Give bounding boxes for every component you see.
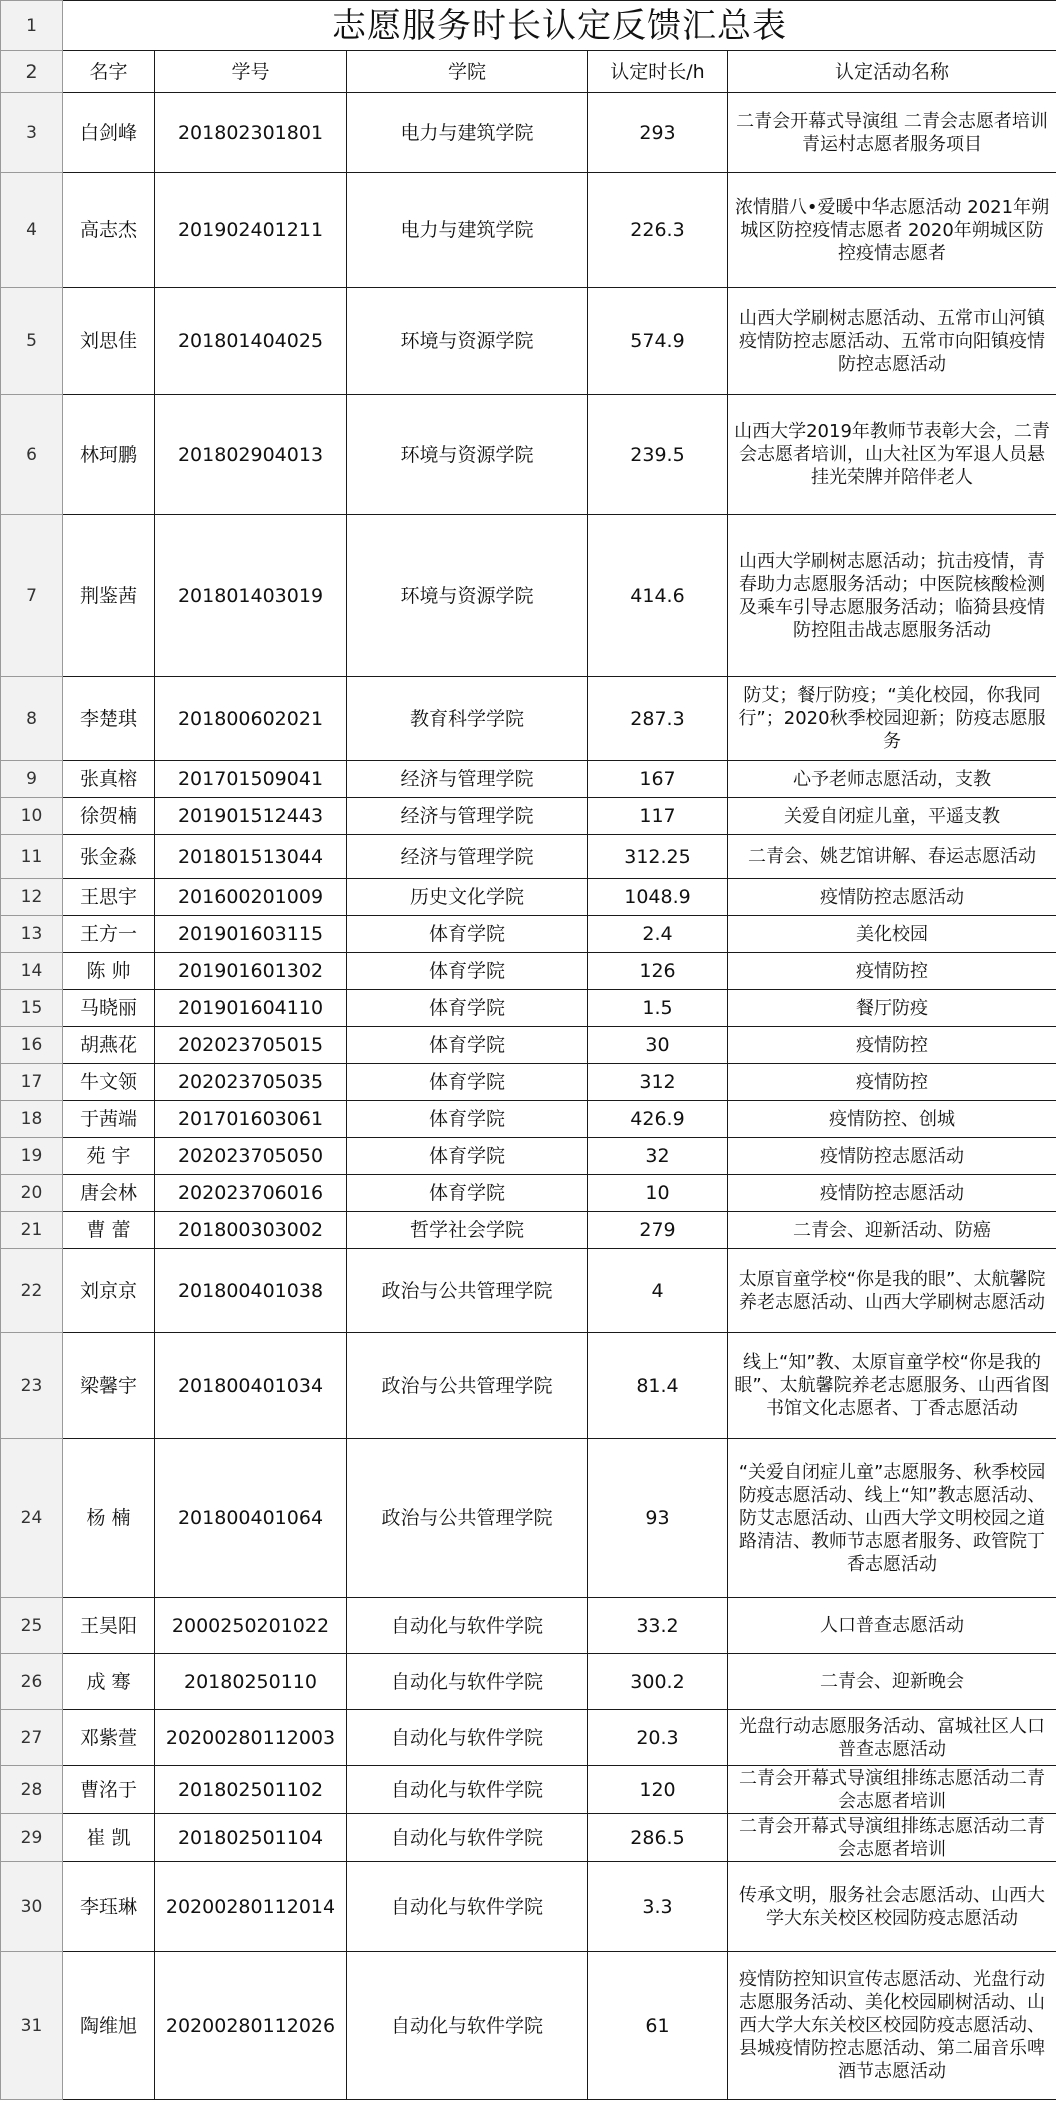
- cell-student-id: 201801403019: [155, 515, 347, 677]
- table-row: [1, 1333, 1056, 1439]
- cell-student-id: 201802301801: [155, 93, 347, 173]
- cell-student-id: 201800303002: [155, 1212, 347, 1249]
- table-row: [1, 1175, 1056, 1212]
- cell-name: 王方一: [63, 916, 155, 953]
- cell-activity: 疫情防控: [728, 1064, 1056, 1101]
- cell-hours: 117: [588, 798, 728, 835]
- cell-hours: 293: [588, 93, 728, 173]
- row-number: 24: [1, 1439, 63, 1598]
- cell-name: 胡燕花: [63, 1027, 155, 1064]
- table-row: [1, 879, 1056, 916]
- cell-hours: 286.5: [588, 1814, 728, 1862]
- row-number: 14: [1, 953, 63, 990]
- row-number: 10: [1, 798, 63, 835]
- row-number: 26: [1, 1654, 63, 1710]
- cell-activity: 二青会、迎新晚会: [728, 1654, 1056, 1710]
- cell-activity: 人口普查志愿活动: [728, 1598, 1056, 1654]
- table-row: [1, 173, 1056, 288]
- row-number: 29: [1, 1814, 63, 1862]
- row-number: 22: [1, 1249, 63, 1333]
- col-header-college: 学院: [347, 51, 588, 93]
- cell-name: 李珏琳: [63, 1862, 155, 1952]
- row-number: 12: [1, 879, 63, 916]
- cell-activity: 二青会开幕式导演组排练志愿活动二青会志愿者培训: [728, 1766, 1056, 1814]
- cell-college: 经济与管理学院: [347, 835, 588, 879]
- cell-college: 环境与资源学院: [347, 395, 588, 515]
- cell-college: 经济与管理学院: [347, 761, 588, 798]
- row-number: 17: [1, 1064, 63, 1101]
- cell-name: 曹 蕾: [63, 1212, 155, 1249]
- col-header-activity: 认定活动名称: [728, 51, 1056, 93]
- cell-hours: 4: [588, 1249, 728, 1333]
- row-number: 15: [1, 990, 63, 1027]
- cell-college: 政治与公共管理学院: [347, 1249, 588, 1333]
- cell-college: 体育学院: [347, 916, 588, 953]
- cell-student-id: 2000250201022: [155, 1598, 347, 1654]
- cell-student-id: 201901601302: [155, 953, 347, 990]
- row-number: 4: [1, 173, 63, 288]
- cell-student-id: 202023705015: [155, 1027, 347, 1064]
- cell-name: 于茜端: [63, 1101, 155, 1138]
- cell-name: 成 骞: [63, 1654, 155, 1710]
- cell-activity: 疫情防控: [728, 1027, 1056, 1064]
- cell-college: 体育学院: [347, 1027, 588, 1064]
- cell-name: 高志杰: [63, 173, 155, 288]
- col-header-name: 名字: [63, 51, 155, 93]
- row-number: 3: [1, 93, 63, 173]
- cell-name: 苑 宇: [63, 1138, 155, 1175]
- table-row: [1, 761, 1056, 798]
- cell-hours: 81.4: [588, 1333, 728, 1439]
- col-header-hours: 认定时长/h: [588, 51, 728, 93]
- cell-name: 邓紫萱: [63, 1710, 155, 1766]
- cell-college: 体育学院: [347, 1101, 588, 1138]
- row-number: 18: [1, 1101, 63, 1138]
- row-number: 30: [1, 1862, 63, 1952]
- cell-hours: 300.2: [588, 1654, 728, 1710]
- cell-college: 电力与建筑学院: [347, 173, 588, 288]
- cell-name: 陶维旭: [63, 1952, 155, 2100]
- cell-name: 陈 帅: [63, 953, 155, 990]
- cell-hours: 1048.9: [588, 879, 728, 916]
- cell-student-id: 201902401211: [155, 173, 347, 288]
- cell-activity: 山西大学刷树志愿活动、五常市山河镇疫情防控志愿活动、五常市向阳镇疫情防控志愿活动: [728, 288, 1056, 395]
- cell-hours: 61: [588, 1952, 728, 2100]
- cell-hours: 167: [588, 761, 728, 798]
- table-row: [1, 916, 1056, 953]
- table-row: [1, 1439, 1056, 1598]
- cell-name: 杨 楠: [63, 1439, 155, 1598]
- cell-name: 王昊阳: [63, 1598, 155, 1654]
- cell-student-id: 201901512443: [155, 798, 347, 835]
- cell-hours: 20.3: [588, 1710, 728, 1766]
- cell-activity: 二青会、姚艺馆讲解、春运志愿活动: [728, 835, 1056, 879]
- row-number: 19: [1, 1138, 63, 1175]
- table-row: [1, 515, 1056, 677]
- cell-student-id: 201800401034: [155, 1333, 347, 1439]
- table-row: [1, 798, 1056, 835]
- cell-hours: 574.9: [588, 288, 728, 395]
- cell-name: 王思宇: [63, 879, 155, 916]
- row-number: 27: [1, 1710, 63, 1766]
- cell-name: 梁馨宇: [63, 1333, 155, 1439]
- row-number: 21: [1, 1212, 63, 1249]
- table-row: [1, 1138, 1056, 1175]
- cell-college: 体育学院: [347, 1175, 588, 1212]
- cell-college: 哲学社会学院: [347, 1212, 588, 1249]
- row-number: 1: [1, 1, 63, 51]
- cell-activity: 餐厅防疫: [728, 990, 1056, 1027]
- cell-hours: 30: [588, 1027, 728, 1064]
- cell-activity: 线上“知”教、太原盲童学校“你是我的眼”、太航馨院养老志愿服务、山西省图书馆文化志愿者、丁香志愿活动: [728, 1333, 1056, 1439]
- cell-student-id: 201800401064: [155, 1439, 347, 1598]
- table-row: [1, 1598, 1056, 1654]
- table-row: [1, 1212, 1056, 1249]
- cell-hours: 414.6: [588, 515, 728, 677]
- cell-activity: 疫情防控知识宣传志愿活动、光盘行动志愿服务活动、美化校园刷树活动、山西大学大东关校区校园防疫志愿活动、县城疫情防控志愿活动、第二届音乐啤酒节志愿活动: [728, 1952, 1056, 2100]
- table-row: [1, 1101, 1056, 1138]
- cell-college: 自动化与软件学院: [347, 1766, 588, 1814]
- cell-hours: 312: [588, 1064, 728, 1101]
- cell-activity: 二青会、迎新活动、防癌: [728, 1212, 1056, 1249]
- cell-college: 自动化与软件学院: [347, 1952, 588, 2100]
- cell-name: 李楚琪: [63, 677, 155, 761]
- cell-name: 马晓丽: [63, 990, 155, 1027]
- cell-activity: 疫情防控志愿活动: [728, 1138, 1056, 1175]
- row-number: 25: [1, 1598, 63, 1654]
- cell-activity: 防艾；餐厅防疫；“美化校园，你我同行”；2020秋季校园迎新；防疫志愿服务: [728, 677, 1056, 761]
- cell-student-id: 202023705035: [155, 1064, 347, 1101]
- col-header-id: 学号: [155, 51, 347, 93]
- cell-activity: 太原盲童学校“你是我的眼”、太航馨院养老志愿活动、山西大学刷树志愿活动: [728, 1249, 1056, 1333]
- cell-student-id: 201800401038: [155, 1249, 347, 1333]
- row-number: 11: [1, 835, 63, 879]
- cell-student-id: 201701603061: [155, 1101, 347, 1138]
- cell-activity: 疫情防控志愿活动: [728, 879, 1056, 916]
- sheet-title: 志愿服务时长认定反馈汇总表: [63, 1, 1056, 51]
- cell-hours: 3.3: [588, 1862, 728, 1952]
- cell-hours: 426.9: [588, 1101, 728, 1138]
- cell-college: 自动化与软件学院: [347, 1654, 588, 1710]
- cell-hours: 312.25: [588, 835, 728, 879]
- header-row: [1, 51, 1056, 93]
- cell-name: 徐贺楠: [63, 798, 155, 835]
- cell-student-id: 201802904013: [155, 395, 347, 515]
- cell-student-id: 201901604110: [155, 990, 347, 1027]
- title-row: [1, 1, 1056, 51]
- cell-activity: “关爱自闭症儿童”志愿服务、秋季校园防疫志愿活动、线上“知”教志愿活动、防艾志愿活动、山西大学文明校园之道路清洁、教师节志愿者服务、政管院丁香志愿活动: [728, 1439, 1056, 1598]
- cell-name: 牛文领: [63, 1064, 155, 1101]
- cell-student-id: 201600201009: [155, 879, 347, 916]
- cell-college: 环境与资源学院: [347, 515, 588, 677]
- row-number: 7: [1, 515, 63, 677]
- table-row: [1, 288, 1056, 395]
- cell-hours: 93: [588, 1439, 728, 1598]
- cell-activity: 浓情腊八•爱暖中华志愿活动 2021年朔城区防控疫情志愿者 2020年朔城区防控疫情志愿者: [728, 173, 1056, 288]
- cell-student-id: 20180250110: [155, 1654, 347, 1710]
- row-number: 13: [1, 916, 63, 953]
- table-row: [1, 93, 1056, 173]
- cell-hours: 32: [588, 1138, 728, 1175]
- cell-name: 崔 凯: [63, 1814, 155, 1862]
- table-row: [1, 835, 1056, 879]
- table-row: [1, 1952, 1056, 2100]
- cell-activity: 疫情防控志愿活动: [728, 1175, 1056, 1212]
- table-row: [1, 1766, 1056, 1814]
- cell-name: 刘思佳: [63, 288, 155, 395]
- cell-student-id: 201901603115: [155, 916, 347, 953]
- row-number: 9: [1, 761, 63, 798]
- cell-hours: 120: [588, 1766, 728, 1814]
- cell-student-id: 201800602021: [155, 677, 347, 761]
- table-row: [1, 1249, 1056, 1333]
- cell-name: 曹洺于: [63, 1766, 155, 1814]
- table-row: [1, 395, 1056, 515]
- cell-college: 电力与建筑学院: [347, 93, 588, 173]
- row-number: 28: [1, 1766, 63, 1814]
- table-row: [1, 1027, 1056, 1064]
- cell-college: 环境与资源学院: [347, 288, 588, 395]
- cell-college: 经济与管理学院: [347, 798, 588, 835]
- cell-hours: 10: [588, 1175, 728, 1212]
- row-number: 6: [1, 395, 63, 515]
- cell-student-id: 202023705050: [155, 1138, 347, 1175]
- cell-college: 体育学院: [347, 990, 588, 1027]
- cell-college: 教育科学学院: [347, 677, 588, 761]
- table-row: [1, 677, 1056, 761]
- table-row: [1, 1710, 1056, 1766]
- cell-name: 林珂鹏: [63, 395, 155, 515]
- table-row: [1, 1064, 1056, 1101]
- cell-hours: 126: [588, 953, 728, 990]
- cell-student-id: 202023706016: [155, 1175, 347, 1212]
- cell-student-id: 201801404025: [155, 288, 347, 395]
- row-number: 23: [1, 1333, 63, 1439]
- cell-activity: 关爱自闭症儿童，平遥支教: [728, 798, 1056, 835]
- cell-hours: 2.4: [588, 916, 728, 953]
- cell-student-id: 201801513044: [155, 835, 347, 879]
- cell-name: 张金淼: [63, 835, 155, 879]
- cell-name: 张真榕: [63, 761, 155, 798]
- cell-activity: 心予老师志愿活动，支教: [728, 761, 1056, 798]
- table-row: [1, 990, 1056, 1027]
- cell-activity: 疫情防控、创城: [728, 1101, 1056, 1138]
- cell-name: 刘京京: [63, 1249, 155, 1333]
- row-number: 31: [1, 1952, 63, 2100]
- cell-college: 自动化与软件学院: [347, 1710, 588, 1766]
- cell-college: 政治与公共管理学院: [347, 1333, 588, 1439]
- cell-name: 唐会林: [63, 1175, 155, 1212]
- cell-college: 政治与公共管理学院: [347, 1439, 588, 1598]
- cell-activity: 光盘行动志愿服务活动、富城社区人口普查志愿活动: [728, 1710, 1056, 1766]
- table-row: [1, 1862, 1056, 1952]
- row-number: 8: [1, 677, 63, 761]
- cell-student-id: 20200280112026: [155, 1952, 347, 2100]
- cell-college: 体育学院: [347, 1064, 588, 1101]
- cell-activity: 美化校园: [728, 916, 1056, 953]
- cell-name: 白剑峰: [63, 93, 155, 173]
- cell-hours: 287.3: [588, 677, 728, 761]
- cell-hours: 226.3: [588, 173, 728, 288]
- cell-college: 体育学院: [347, 1138, 588, 1175]
- cell-student-id: 201802501104: [155, 1814, 347, 1862]
- cell-college: 自动化与软件学院: [347, 1598, 588, 1654]
- cell-hours: 279: [588, 1212, 728, 1249]
- row-number: 2: [1, 51, 63, 93]
- cell-activity: 传承文明，服务社会志愿活动、山西大学大东关校区校园防疫志愿活动: [728, 1862, 1056, 1952]
- table-row: [1, 1654, 1056, 1710]
- cell-student-id: 20200280112003: [155, 1710, 347, 1766]
- row-number: 16: [1, 1027, 63, 1064]
- cell-name: 荆鉴茜: [63, 515, 155, 677]
- cell-college: 体育学院: [347, 953, 588, 990]
- cell-hours: 33.2: [588, 1598, 728, 1654]
- table-row: [1, 953, 1056, 990]
- cell-activity: 山西大学刷树志愿活动；抗击疫情，青春助力志愿服务活动；中医院核酸检测及乘车引导志愿服务活动；临猗县疫情防控阻击战志愿服务活动: [728, 515, 1056, 677]
- cell-student-id: 201802501102: [155, 1766, 347, 1814]
- cell-college: 自动化与软件学院: [347, 1862, 588, 1952]
- row-number: 5: [1, 288, 63, 395]
- cell-activity: 二青会开幕式导演组排练志愿活动二青会志愿者培训: [728, 1814, 1056, 1862]
- cell-student-id: 201701509041: [155, 761, 347, 798]
- cell-college: 历史文化学院: [347, 879, 588, 916]
- cell-student-id: 20200280112014: [155, 1862, 347, 1952]
- table-row: [1, 1814, 1056, 1862]
- cell-hours: 239.5: [588, 395, 728, 515]
- cell-activity: 山西大学2019年教师节表彰大会，二青会志愿者培训，山大社区为军退人员悬挂光荣牌并陪伴老人: [728, 395, 1056, 515]
- cell-hours: 1.5: [588, 990, 728, 1027]
- cell-activity: 疫情防控: [728, 953, 1056, 990]
- cell-college: 自动化与软件学院: [347, 1814, 588, 1862]
- row-number: 20: [1, 1175, 63, 1212]
- cell-activity: 二青会开幕式导演组 二青会志愿者培训 青运村志愿者服务项目: [728, 93, 1056, 173]
